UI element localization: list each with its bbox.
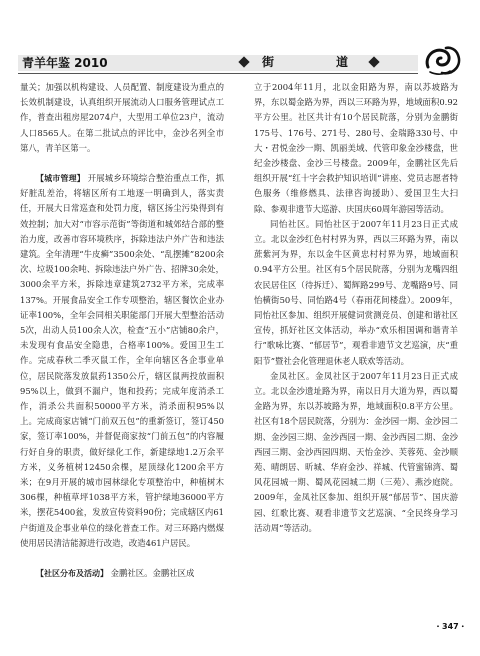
running-header — [18, 55, 462, 73]
paragraph-tongyi-community: 同怡社区。同怡社区于2007年11月23日正式成立。北以金沙红色村村界为界，西以三环路为界，南以蔗紫河为界，东以金牛区黄忠村村界为界，地域面积0.94平方公里。社区有5个居民院落，分别为龙嘴四组农民居住区（待拆迁）、蜀辉路299号、龙嘴路9号、同怡横街50号、同怡路4号（春雨花间楼盘）。2009年，同怡社区参加、组织开展健词赏测竞员、创建和谐社区宣传，抓好社区文体活动，举办“欢乐相国调和谐青羊行”歌咏比赛、“郁居节”，观看非遗节文艺巡演，庆“重阳节”暨社会化管理退休老人联欢等活动。 — [254, 218, 458, 366]
section-title-char-2: 道 — [336, 55, 349, 69]
paragraph-continuation: 量关；加强以机构建设、人员配置、制度建设为重点的长效机制建设，认真组织开展流动人口服务管理试点工作，普查出租房屋2074户，大型用工单位23户，流动人口8565人。在第二批试点的评比中，金沙名列全市第八，青羊区第一。 — [20, 82, 224, 153]
page-number: ・347・ — [434, 622, 467, 631]
swirl-logo-icon — [422, 43, 464, 77]
section-tag-city-management: 【城市管理】 — [36, 174, 85, 184]
section-tag-community-distribution: 【社区分布及活动】 — [36, 569, 108, 579]
paragraph-city-management-text: 开展城乡环境综合整治重点工作，抓好脏乱差治，将辖区所有工地逐一明确到人，落实责任，开展大日常巡查和处罚力度，辖区扬尘污染得到有效控制；加大对“市容示范街”等街道和城郊结合部的整治力度，改善市容环境秩序，拆除违法户外广告和违法建筑。全年清理“牛皮癣”3500余处、“乱摆摊”8200余次、垃圾100余吨、拆除违法户外广告、招牌30余处，3000余平方米，拆除违章建筑2732平方米，完成率137%。开展食品安全工作专项整治，辖区餐饮企业办证率100%，全年会同相关职能部门开展大型整治活动5次，出动人员100余人次，检查“五小”店铺80余户，未发现有食品安全隐患，合格率100%。爱国卫生工作。完成春秋二季灭鼠工作，全年向辖区各企事业单位，居民院落发放鼠药1350公斤，辖区鼠两投放面积95%以上，做到不漏户，饱和投药；完成年度消杀工作，消杀公共面积50000平方米，消杀面积95%以上。完成商家店铺“门前双五包”的重新签订，签订450家，签订率100%，并督促商家按“门前五包”的内容履行好自身的职责，做好绿化工作，新建绿地1.2万余平方米，义务植树12450余棵，屋顶绿化1200余平方米；在9月开展的城市园林绿化专项整治中，种植树木306棵，种植草坪1038平方米，管护绿地36000平方米，摆花5400盆，发放宣传资料90份；完成辖区内61户街道及企事业单位的绿化普查工作。对三环路内燃煤使用居民清洁能源进行改造，改造461户居民。 — [20, 173, 225, 548]
right-column — [254, 80, 458, 536]
left-column — [20, 80, 224, 581]
paragraph-jinpeng-community: 立于2004年11月，北以金阳路为界，南以苏坡路为界，东以蜀金路为界，西以三环路为界，地域面积0.92平方公里。社区共计有10个居民院落，分别为金鹏街175号、176号、271号、280号、金瑞路330号、中大・君悦金沙一期、凯丽美域、代管印象金沙楼盘，世纪金沙楼盘、金沙三号楼盘。2009年，金鹏社区先后组织开展“红十字会救护知识培训”讲座、党员志愿者特色服务（维修燃具、法律咨询援助）、爱国卫生大扫除、参观非遗节大巡游、庆国庆60周年游园等活动。 — [254, 82, 458, 214]
paragraph-jinfeng-community: 金凤社区。金凤社区于2007年11月23日正式成立。北以金沙遗址路为界，南以日月大道为界，西以蜀金路为界，东以苏坡路为界，地域面积0.8平方公里。社区有18个居民院落，分别为：金沙园一期、金沙园二期、金沙园三期、金沙西园一期、金沙西园二期、金沙西园三期、金沙西园四期、天怡金沙、芙蓉苑、金沙顺苑、晴朗居、昕城、华府金沙、祥城、代管蜜锦湾、蜀风花园城一期、蜀风花园城二期（三苑）、燕沙庭院。2009年，金凤社区参加、组织开展“郁居节”、国庆游园、红歌比赛、观看非遗节文艺巡演、“全民终身学习活动周”等活动。 — [254, 370, 458, 533]
paragraph-community-distribution — [20, 566, 224, 581]
paragraph-city-management — [20, 171, 224, 551]
section-title-char-1: 街 — [262, 55, 275, 69]
book-title: 青羊年鉴 2010 — [22, 56, 108, 70]
header-rule — [18, 73, 418, 74]
paragraph-community-distribution-text: 金鹏社区。金鹏社区成 — [110, 568, 195, 579]
